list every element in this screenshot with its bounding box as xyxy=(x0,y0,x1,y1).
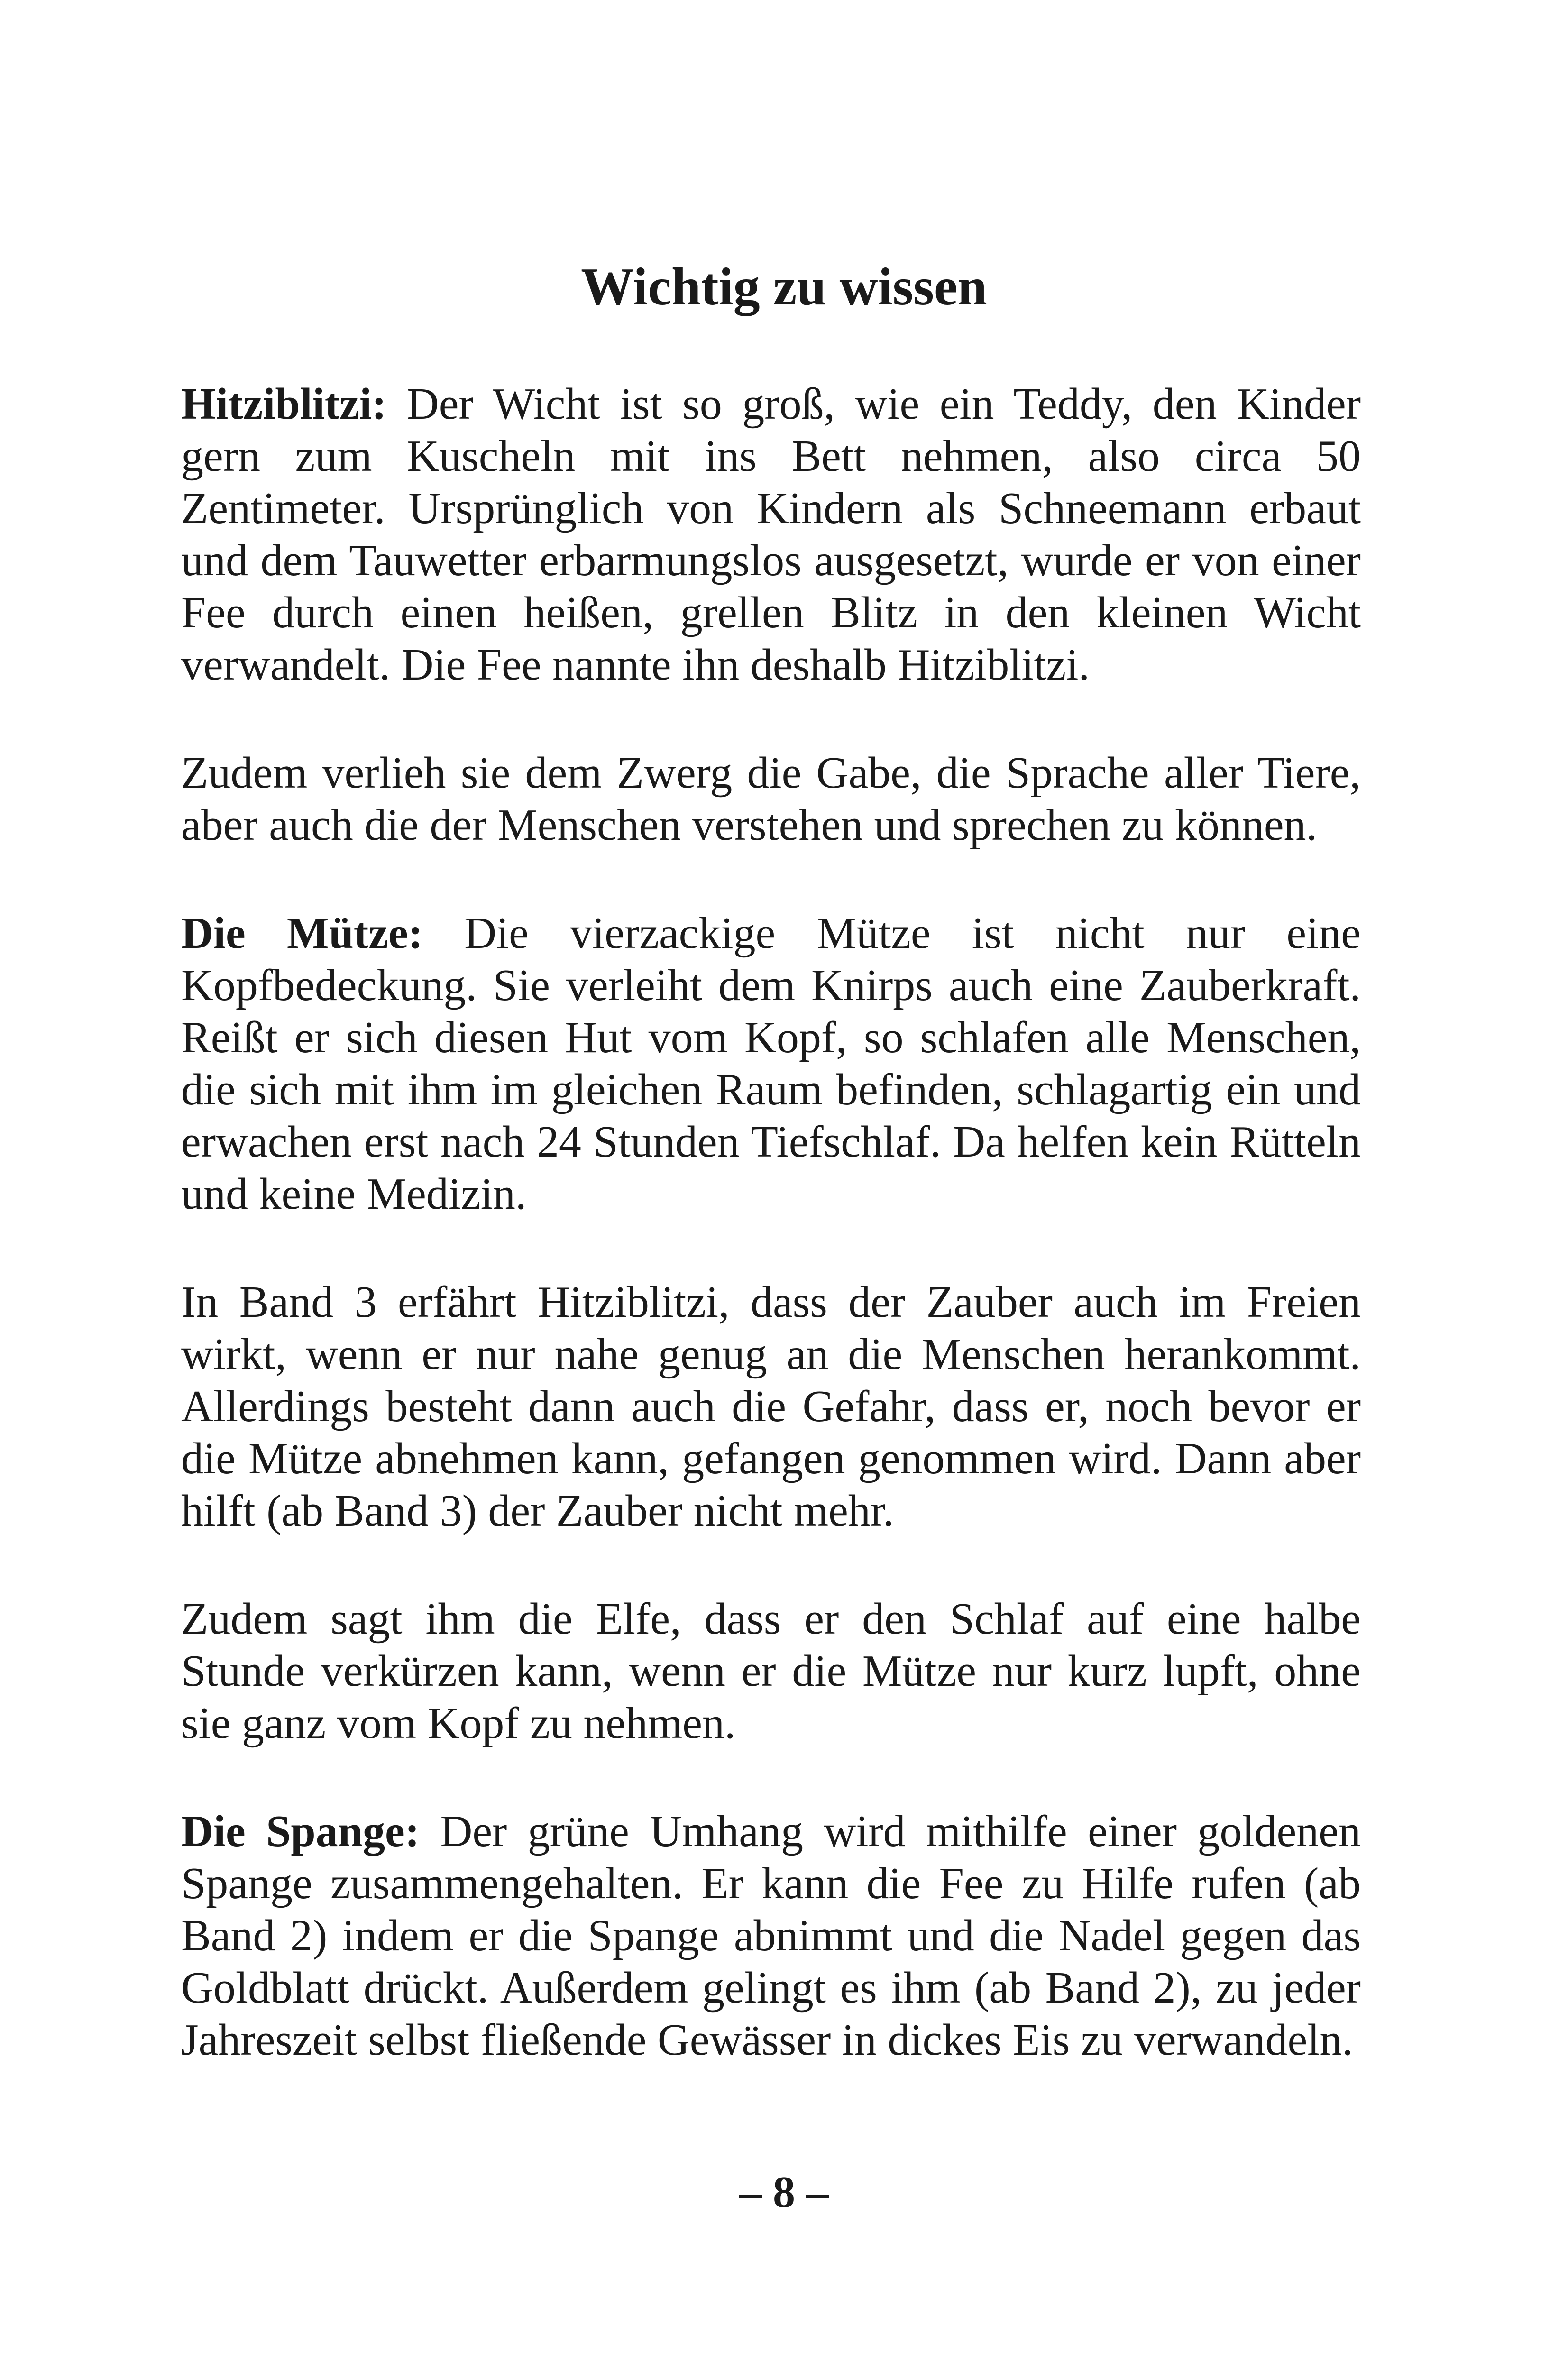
body-text xyxy=(181,378,1361,2122)
paragraph-sprache xyxy=(181,747,1361,851)
paragraph-spange xyxy=(181,1805,1361,2066)
paragraph-text: Der grüne Umhang wird mithilfe einer goldenen Spange zusammengehalten. Er kann die Fee zu Hilfe rufen (ab Band 2) indem er die Spange abnimmt und die Nadel gegen das Goldblatt drückt. Außerdem gelingt es ihm (ab Band 2), zu jeder Jahreszeit selbst fließende Gewässer in dickes Eis zu verwandeln. xyxy=(181,1807,1361,2065)
paragraph-text: In Band 3 erfährt Hitziblitzi, dass der Zauber auch im Freien wirkt, wenn er nur nahe genug an die Menschen herankommt. Allerdings besteht dann auch die Gefahr, dass er, noch bevor er die Mütze abnehmen kann, gefangen genommen wird. Dann aber hilft (ab Band 3) der Zauber nicht mehr. xyxy=(181,1277,1361,1535)
paragraph-text: Zudem sagt ihm die Elfe, dass er den Schlaf auf eine halbe Stunde verkürzen kann, wenn er die Mütze nur kurz lupft, ohne sie ganz vom Kopf zu nehmen. xyxy=(181,1594,1361,1748)
paragraph-text: Der Wicht ist so groß, wie ein Teddy, den Kinder gern zum Kuscheln mit ins Bett nehmen, also circa 50 Zentimeter. Ursprünglich von Kindern als Schneemann erbaut und dem Tauwetter erbarmungslos ausgesetzt, wurde er von einer Fee durch einen heißen, grellen Blitz in den kleinen Wicht verwandelt. Die Fee nannte ihn deshalb Hitziblitzi. xyxy=(181,379,1361,689)
page-number: – 8 – xyxy=(739,2168,829,2217)
paragraph-term: Hitziblitzi: xyxy=(181,379,387,429)
paragraph-text: Die vierzackige Mütze ist nicht nur eine Kopfbedeckung. Sie verleiht dem Knirps auch eine Zauberkraft. Reißt er sich diesen Hut vom Kopf, so schlafen alle Menschen, die sich mit ihm im gleichen Raum befinden, schlagartig ein und erwachen erst nach 24 Stunden Tiefschlaf. Da helfen kein Rütteln und keine Medizin. xyxy=(181,909,1361,1219)
paragraph-term: Die Spange: xyxy=(181,1807,420,1856)
paragraph-band-3 xyxy=(181,1276,1361,1537)
page-title: Wichtig zu wissen xyxy=(581,257,987,316)
paragraph-schlaf xyxy=(181,1593,1361,1749)
paragraph-hitziblitzi xyxy=(181,378,1361,691)
paragraph-muetze xyxy=(181,907,1361,1220)
paragraph-text: Zudem verlieh sie dem Zwerg die Gabe, die Sprache aller Tiere, aber auch die der Menschen verstehen und sprechen zu können. xyxy=(181,748,1361,850)
paragraph-term: Die Mütze: xyxy=(181,909,423,958)
